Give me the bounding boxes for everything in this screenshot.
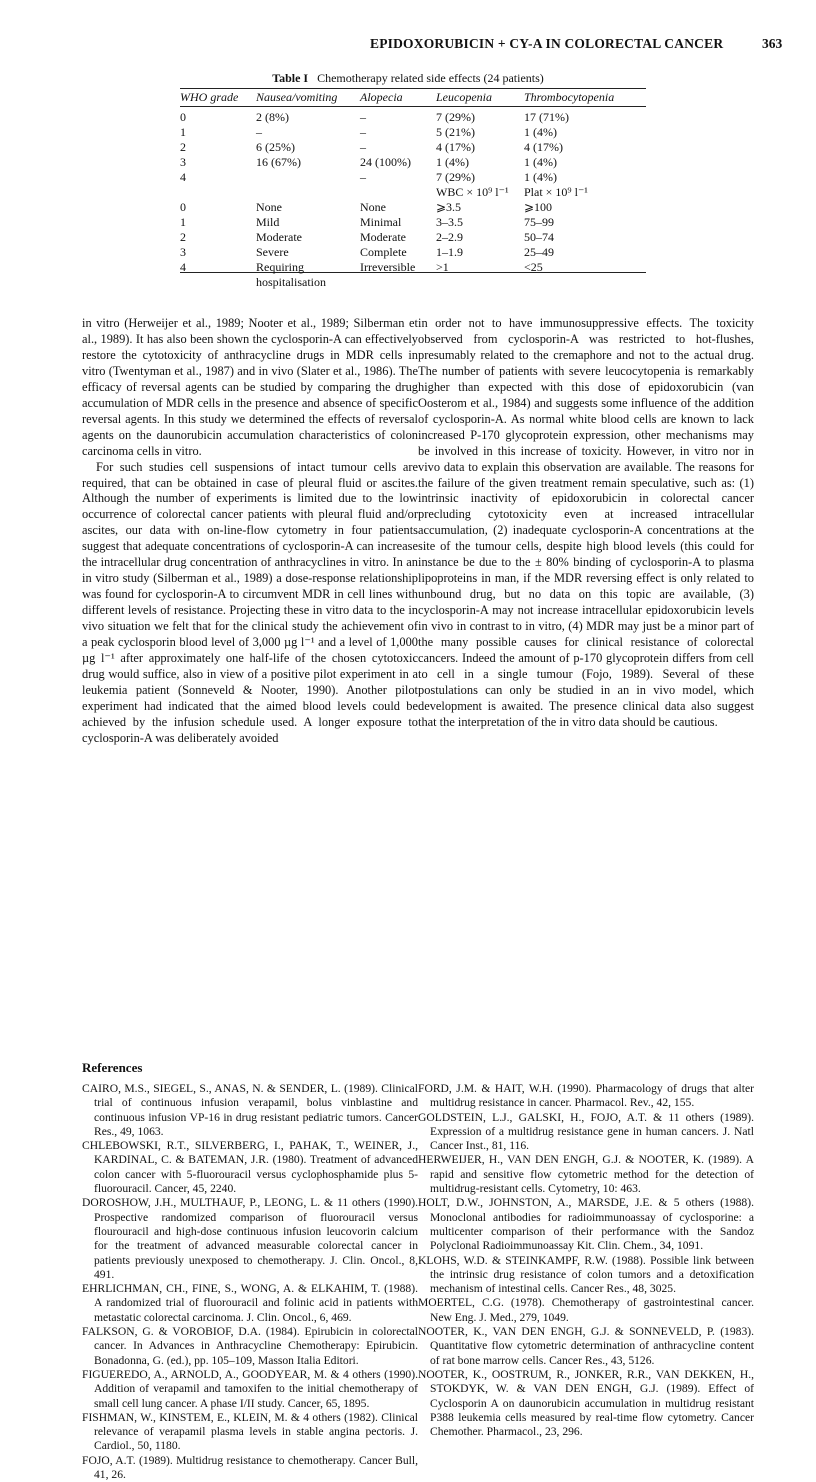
references-left-column [82,1082,418,1482]
table-cell: 75–99 [524,215,554,229]
table-caption-text: Chemotherapy related side effects (24 patients) [317,71,544,85]
table-cell: 7 (29%) [436,170,475,184]
reference-item: FIGUEREDO, A., ARNOLD, A., GOODYEAR, M. & 4 others (1990). Addition of verapamil and tamoxifen to the initial chemotherapy of small cell lung cancer. A phase I/II study. Cancer, 65, 1895. [82,1367,418,1410]
table-cell: None [360,200,386,214]
table-cell: 1 (4%) [436,155,469,169]
table-cell: Mild [256,215,280,229]
table-cell: 5 (21%) [436,125,475,139]
reference-item: CHLEBOWSKI, R.T., SILVERBERG, I., PAHAK, T., WEINER, J., KARDINAL, C. & BATEMAN, J.R. (1980). Treatment of advanced colon cancer with 5-fluorouracil versus cyclophosphamide plus 5-fluorouracil. Cancer, 45, 2240. [82,1139,418,1196]
references-heading: References [82,1060,143,1075]
col-header: Nausea/vomiting [256,90,338,104]
table-row [180,125,646,140]
table-cell: 50–74 [524,230,554,244]
table-cell: 1 (4%) [524,125,557,139]
reference-item: EHRLICHMAN, CH., FINE, S., WONG, A. & ELKAHIM, T. (1988). A randomized trial of fluorouracil and folinic acid in patients with metastatic colorectal carcinoma. J. Clin. Oncol., 6, 469. [82,1282,418,1324]
table-cell [180,185,256,200]
body-column-left [82,316,418,747]
reference-item: CAIRO, M.S., SIEGEL, S., ANAS, N. & SENDER, L. (1989). Clinical trial of continuous infusion verapamil, bolus vinblastine and continuous infusion VP-16 in drug resistant pediatric tumors. Cancer Res., 49, 1063. [82,1082,418,1138]
table-cell: Plat × 10⁹ l⁻¹ [524,185,588,199]
table-cell: Minimal [360,215,402,229]
table-row [180,215,646,230]
table-cell: ⩾3.5 [436,200,462,214]
running-header [0,36,816,56]
reference-item: FALKSON, G. & VOROBIOF, D.A. (1984). Epirubicin in colorectal cancer. In Advances in Anthracycline Chemotherapy: Epirubicin. Bonadonna, G. (ed.), pp. 105–109, Masson Italia Editori. [82,1325,418,1367]
table-cell: 1 (4%) [524,170,557,184]
table-cell: 4 (17%) [436,140,475,154]
table-cell: 7 (29%) [436,110,475,124]
reference-item: KLOHS, W.D. & STEINKAMPF, R.W. (1988). Possible link between the intrinsic drug resistance of colon tumors and a detoxification mechanism of intestinal cells. Cancer Res., 48, 3025. [418,1253,754,1296]
table-cell: 2 (8%) [256,110,289,124]
table-row [180,260,646,290]
table-cell: 4 (17%) [524,140,563,154]
reference-item: HERWEIJER, H., VAN DEN ENGH, G.J. & NOOTER, K. (1989). A rapid and sensitive flow cytometric method for the detection of multidrug-resistant cells. Cytometry, 10: 463. [418,1153,754,1196]
col-header: WHO grade [180,90,239,104]
table-row [180,200,646,215]
running-title: EPIDOXORUBICIN + CY-A IN COLORECTAL CANCER [370,36,724,51]
col-header: Thrombocytopenia [524,90,615,104]
table-caption [0,71,816,86]
table-cell: 16 (67%) [256,155,301,169]
table-row [180,245,646,260]
reference-item: DOROSHOW, J.H., MULTHAUF, P., LEONG, L. & 11 others (1990). Prospective randomized comparison of fluorouracil versus flourouracil and high-dose continuous infusion leucovorin calcium for the treatment of advanced measurable colorectal cancer in patients previously unexposed to chemotherapy. J. Clin. Oncol., 8, 491. [82,1196,418,1281]
table-cell: Moderate [256,230,302,244]
table-cell: Requiring hospitalisation [256,260,326,289]
table-row [180,170,646,185]
table-cell: Irreversible [360,260,416,274]
table-row [180,230,646,245]
body-paragraph: in vitro (Herweijer et al., 1989; Nooter et al., 1989; Silberman et al., 1989). It has also been shown the cyclosporin-A can effectively restore the cytotoxicity of anthracycline drugs in MDR cells in vitro (Twentyman et al., 1987) and in vivo (Slater et al., 1986). The efficacy of reversal agents can be studied by comparing the drug accumulation of MDR cells in the presence and absence of specific reversal agents. In this study we determined the effects of reversal agents on the daunorubicin accumulation characteristics of colon carcinoma cells in vitro. [82,316,418,458]
table-cell: – [360,170,366,184]
table-cell: >1 [436,260,449,274]
table-cell: 3–3.5 [436,215,463,229]
table-cell: 25–49 [524,245,554,259]
table-row [180,140,646,155]
table-cell: 1–1.9 [436,245,463,259]
reference-item: HOLT, D.W., JOHNSTON, A., MARSDE, J.E. & 5 others (1988). Monoclonal antibodies for radioimmunoassay of cyclosporine: a multicenter comparison of their performance with the Sandoz Polyclonal Radioimmunoassay Kit. Clin. Chem., 34, 1091. [418,1196,754,1253]
body-paragraph: in order not to have immunosuppressive effects. The toxicity observed from cyclosporin-A was restricted to hot-flushes, presumably related to the cremaphore and not to the actual drug. The number of patients with severe leucocytopenia is remarkably higher than expected with this dose of epidoxorubicin (van Oosterom et al., 1984) and suggests some influence of the addition of cyclosporin-A. As normal white blood cells are known to lack increased P-170 glycoprotein expression, other mechanisms may be involved in this increase of toxicity. However, in vitro nor in vivo data to explain this observation are available. The reasons for the failure of the given treatment remain speculative, such as: (1) intrinsic inactivity of epidoxorubicin in colorectal cancer precluding cytotoxicity even at increased intracellular accumulation, (2) inadequate cyclosporin-A concentrations at the site of the tumour cells, despite high blood levels (this could for instance be due to the ± 80% binding of cyclosporin-A to plasma lipoproteins in man, if the MDR reversing effect is only related to unbound drug, but no data on this topic are available, (3) cyclosporin-A may not increase intracellular epidoxorubicin levels in vivo in contrast to in vitro, (4) MDR may just be a minor part of the many possible causes for clinical resistance of colorectal cancers. Indeed the amount of p-170 glycoprotein differs from cell to cell in a single tumour (Fojo, 1989). Several of these postulations can only be studied in an in vivo model, which development is awaited. The presence clinical data also suggest that the interpretation of the in vitro data should be cautious. [418,316,754,729]
table-rule-top [180,88,646,89]
table-cell: Complete [360,245,407,259]
table-header-row [180,90,646,110]
table-row [180,155,646,170]
table-cell: 17 (71%) [524,110,569,124]
table-cell: 2–2.9 [436,230,463,244]
reference-item: FOJO, A.T. (1989). Multidrug resistance to chemotherapy. Cancer Bull, 41, 26. [82,1453,418,1482]
table-cell: 4 [180,170,186,184]
table-cell: 2 [180,230,186,244]
col-header: Alopecia [360,90,403,104]
table-row [180,110,646,125]
side-effects-table [180,90,646,290]
table-cell [256,170,360,185]
table-cell: – [360,140,366,154]
table-cell: – [256,125,262,139]
table-cell: – [360,110,366,124]
col-header: Leucopenia [436,90,492,104]
table-cell: <25 [524,260,543,274]
body-column-right [418,316,754,731]
table-cell: Moderate [360,230,406,244]
reference-item: FISHMAN, W., KINSTEM, E., KLEIN, M. & 4 others (1982). Clinical relevance of verapamil plasma levels in stable angina pectoris. J. Cardiol., 50, 1180. [82,1410,418,1453]
table-cell: 3 [180,245,186,259]
reference-item: NOOTER, K., OOSTRUM, R., JONKER, R.R., VAN DEKKEN, H., STOKDYK, W. & VAN DEN ENGH, G.J. (1989). Effect of Cyclosporin A on daunorubicin accumulation in multidrug resistant P388 leukemia cells measured by real-time flow cytometry. Cancer Chemother. Pharmacol., 23, 296. [418,1367,754,1439]
table-cell: 0 [180,200,186,214]
table-label: Table I [272,71,309,85]
table-units-row [180,185,646,200]
table-cell: 1 (4%) [524,155,557,169]
table-cell: WBC × 10⁹ l⁻¹ [436,185,509,199]
table-cell: 3 [180,155,186,169]
table-cell [360,185,436,200]
table-cell: – [360,125,366,139]
references-right-column [418,1082,754,1439]
table-cell: 1 [180,215,186,229]
table-cell: None [256,200,282,214]
table-cell [256,185,360,200]
table-cell: 1 [180,125,186,139]
reference-item: MOERTEL, C.G. (1978). Chemotherapy of gastrointestinal cancer. New Eng. J. Med., 279, 1049. [418,1296,754,1324]
table-cell: 6 (25%) [256,140,295,154]
reference-item: GOLDSTEIN, L.J., GALSKI, H., FOJO, A.T. & 11 others (1989). Expression of a multidrug resistance gene in human cancers. J. Natl Cancer Inst., 81, 116. [418,1110,754,1153]
reference-item: NOOTER, K., VAN DEN ENGH, G.J. & SONNEVELD, P. (1983). Quantitative flow cytometric determination of anthracycline content of rat bone marrow cells. Cancer Res., 43, 5126. [418,1325,754,1367]
table-cell: Severe [256,245,289,259]
table-cell: 24 (100%) [360,155,411,169]
body-paragraph: For such studies cell suspensions of intact tumour cells are required, that can be obtained in case of pleural fluid or ascites. Although the number of experiments is limited due to the low occurrence of colorectal cancer patients with pleural fluid and/or ascites, our data with on-line-flow cytometry in four patients suggest that adequate concentrations of cyclosporin-A can increase the intracellular drug concentration of anthracyclines in vitro. In an in vitro study (Silberman et al., 1989) a dose-response relationship was found for cyclosporin-A to circumvent MDR in cell lines with different levels of resistance. Projecting these in vitro data to the in vivo situation we felt that for the clinical study the achievement of a peak cyclosporin blood level of 3,000 µg l⁻¹ and a level of 1,000 µg l⁻¹ after approximately one half-life of the chosen cytotoxic drug would suffice, also in view of a positive pilot experiment in a leukemia patient (Sonneveld & Nooter, 1990). Another pilot experiment had indicated that the aimed blood levels could be achieved by the infusion schedule used. A longer exposure to cyclosporin-A was deliberately avoided [82,459,418,745]
table-cell: 4 [180,260,186,274]
table-cell: 0 [180,110,186,124]
table-cell: 2 [180,140,186,154]
reference-item: FORD, J.M. & HAIT, W.H. (1990). Pharmacology of drugs that alter multidrug resistance in cancer. Pharmacol. Rev., 42, 155. [418,1082,754,1110]
table-cell: ⩾100 [524,200,553,214]
page-number: 363 [762,36,783,51]
